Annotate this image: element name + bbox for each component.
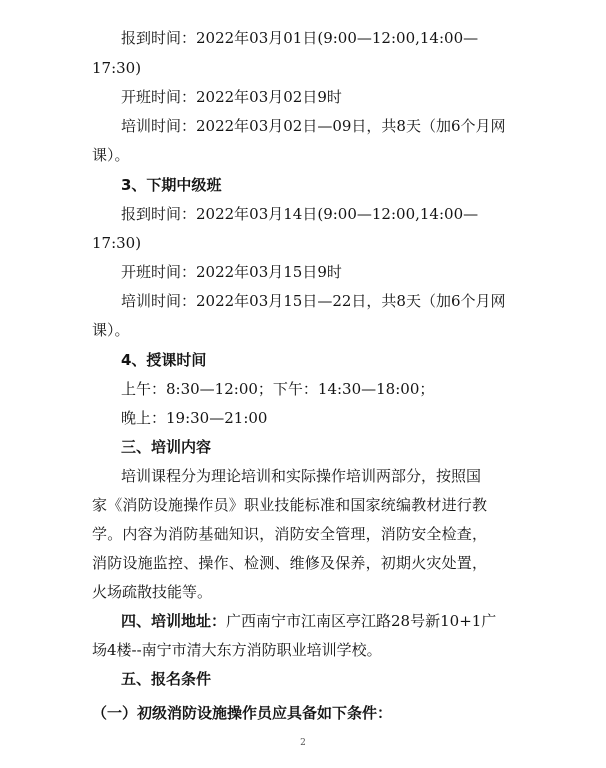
- training-time-continued: 课）。: [92, 321, 130, 339]
- training-address-line: [121, 611, 496, 631]
- training-content-paragraph-line: 家《消防设施操作员》职业技能标准和国家统编教材进行教: [92, 496, 487, 514]
- class-start-time-line: 开班时间：2022年03月15日9时: [121, 263, 342, 281]
- training-address-continued: 场4楼--南宁市清大东方消防职业培训学校。: [92, 641, 382, 659]
- training-content-paragraph-line: 学。内容为消防基础知识，消防安全管理，消防安全检查，: [92, 525, 487, 543]
- training-content-paragraph-line: 火场疏散技能等。: [92, 583, 213, 601]
- registration-time-continued: 17:30): [92, 59, 142, 77]
- section-heading-training-content: 三、培训内容: [121, 438, 212, 456]
- page-number: 2: [300, 738, 306, 748]
- training-address-label: 四、培训地址：: [121, 612, 227, 630]
- section-heading-registration-requirements: 五、报名条件: [121, 670, 212, 688]
- section-heading-class-hours: 4、授课时间: [121, 351, 207, 369]
- training-content-paragraph-line: 培训课程分为理论培训和实际操作培训两部分，按照国: [121, 467, 482, 485]
- class-start-time-line: 开班时间：2022年03月02日9时: [121, 88, 342, 106]
- training-time-line: 培训时间：2022年03月02日—09日，共8天（加6个月网: [121, 117, 506, 135]
- registration-time-line: 报到时间：2022年03月14日(9:00—12:00,14:00—: [121, 205, 479, 223]
- class-hours-day-line: 上午：8:30—12:00；下午：14:30—18:00；: [121, 380, 435, 398]
- training-time-line: 培训时间：2022年03月15日—22日，共8天（加6个月网: [121, 292, 506, 310]
- class-hours-evening-line: 晚上：19:30—21:00: [121, 409, 268, 427]
- registration-time-continued: 17:30): [92, 234, 142, 252]
- section-heading-next-intermediate-class: 3、下期中级班: [121, 176, 222, 194]
- training-address-value: 广西南宁市江南区亭江路28号新10+1广: [226, 612, 497, 630]
- subsection-heading-junior-operator-requirements: （一）初级消防设施操作员应具备如下条件：: [92, 704, 393, 722]
- training-time-continued: 课）。: [92, 146, 130, 164]
- training-content-paragraph-line: 消防设施监控、操作、检测、维修及保养，初期火灾处置，: [92, 554, 487, 572]
- registration-time-line: 报到时间：2022年03月01日(9:00—12:00,14:00—: [121, 29, 479, 47]
